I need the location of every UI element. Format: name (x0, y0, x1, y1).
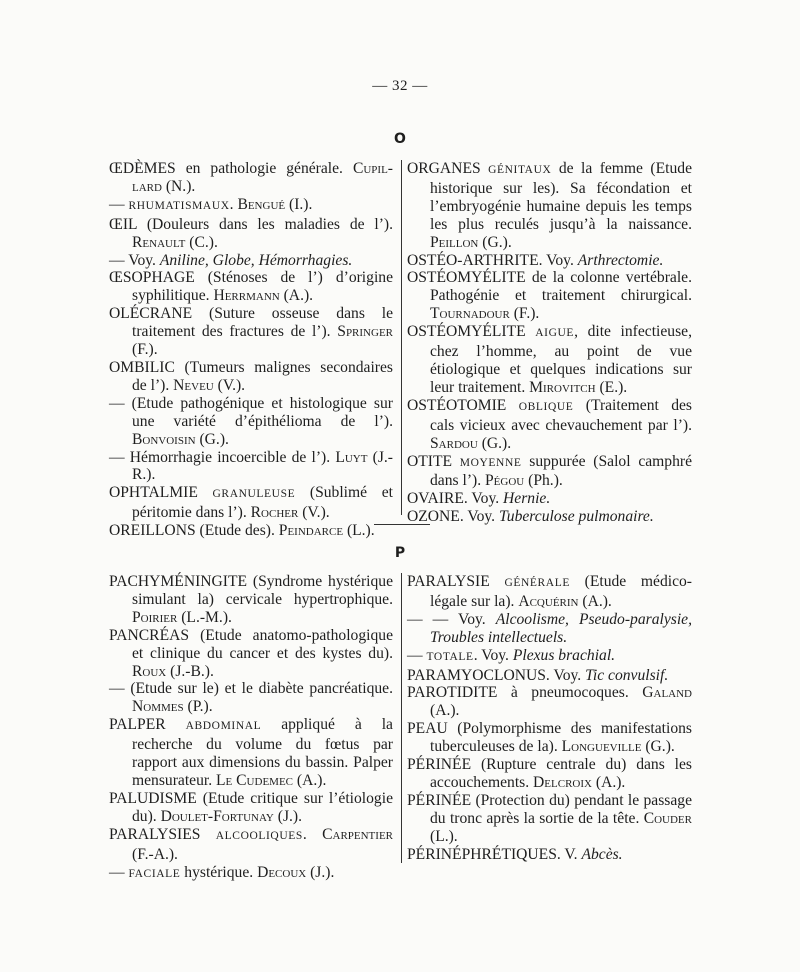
entry-text: (F.). (132, 341, 158, 359)
cross-reference: Aniline, Globe, Hémorrhagies. (159, 251, 353, 269)
index-entry (407, 647, 692, 667)
author-name: GÉNÉRALE (504, 577, 570, 589)
author-name: Tournadour (430, 305, 510, 323)
entry-text: PANCRÉAS (Etude anatomo-pathologique et clinique du cancer et des kystes du). (109, 626, 393, 662)
index-entry (109, 484, 393, 522)
index-entry (109, 627, 393, 681)
entry-text: OSTÉO-ARTHRITE. Voy. (407, 251, 578, 269)
author-name: Decoux (257, 863, 307, 881)
section-separator (374, 524, 430, 525)
author-name: ABDOMINAL (185, 720, 262, 733)
entry-text: PARAMYOCLONUS. Voy. (407, 666, 586, 684)
entry-text: PÉRINÉE (Rupture centrale du) dans les accouchements. (407, 756, 692, 791)
index-entry (407, 684, 692, 720)
index-entry (109, 395, 393, 449)
entry-text: (G.). (641, 738, 675, 756)
entry-text: PEAU (Polymorphisme des manifestations tuberculeuses de la). (407, 720, 692, 756)
entry-text: OTITE (407, 452, 460, 470)
author-name: Springer (337, 323, 393, 341)
author-name: Longueville (561, 738, 642, 756)
author-name: Le Cudemec (216, 771, 294, 789)
entry-text: — Voy. (109, 251, 160, 269)
author-name: Nommes (132, 698, 184, 716)
entry-text: (Etude médico-légale sur la). (430, 573, 692, 610)
entry-text: — — Voy. (407, 610, 496, 628)
index-entry (407, 160, 692, 252)
entry-text: (C.). (185, 233, 218, 251)
index-entry (407, 323, 692, 397)
entry-text: (I.). (285, 195, 313, 213)
entry-text: ŒIL (Douleurs dans les maladies de l’). (109, 215, 393, 233)
index-entry (109, 252, 393, 270)
index-entry (109, 216, 393, 252)
author-name: Delcroix (533, 773, 592, 791)
entry-text: de la femme (Etude historique sur les). Sa fécondation et l’embryogénie humaine depuis les temps les plus reculés jusqu’à la naissance. (430, 160, 692, 233)
entry-text: (G.). (195, 430, 229, 448)
index-entry (109, 522, 393, 540)
entry-text: PACHYMÉNINGITE (Syndrome hystérique simulant la) cervicale hypertrophique. (109, 573, 393, 608)
index-entry (109, 864, 393, 884)
author-name: RHUMATISMAUX (128, 199, 230, 212)
index-entry (109, 160, 393, 196)
entry-text: (V.). (298, 504, 330, 522)
entry-text: (A.). (279, 287, 314, 305)
author-name: Carpentier (322, 825, 393, 843)
cross-reference: Tuberculose pulmonaire. (498, 508, 654, 526)
entry-text: (Sublimé et péritomie dans l’). (132, 484, 393, 522)
index-entry (109, 449, 393, 485)
author-name: Sardou (430, 434, 478, 452)
author-name: GÉNITAUX (488, 164, 552, 176)
entry-text: (J.-R.). (132, 448, 393, 484)
author-name: Poirier (132, 608, 178, 626)
author-name: Renault (132, 233, 186, 251)
index-entry (109, 826, 393, 864)
entry-text: OLÉCRANE (Suture osseuse dans le traitement des fractures de l’). (109, 305, 393, 341)
index-entry (407, 508, 692, 526)
author-name: Acquérin (518, 592, 579, 610)
author-name: Bengué (237, 195, 286, 213)
index-entry (407, 397, 692, 453)
index-entry (109, 305, 393, 359)
entry-text: (G.). (477, 434, 512, 452)
page-number: — 32 — (372, 78, 428, 94)
author-name: Luyt (335, 448, 368, 466)
cross-reference: Abcès. (581, 845, 623, 863)
entry-text: . (229, 195, 238, 213)
entry-text: (L.). (343, 522, 375, 540)
entry-text: (J.). (306, 863, 335, 881)
author-name: Peindarce (278, 522, 344, 540)
entry-text: (Traitement des cals vicieux avec chevauchement par l’). (430, 396, 692, 434)
entry-text: (E.). (595, 378, 628, 396)
index-entry (407, 453, 692, 491)
column-divider (401, 160, 402, 515)
section-letter-o: O (394, 131, 406, 147)
entry-text: , dite infectieuse, chez l’homme, au point de vue étiologique et quelques indications sur leur traitement. (430, 323, 692, 396)
author-name: Galand (642, 684, 692, 702)
author-name: Doulet-Fortunay (160, 807, 274, 825)
cross-reference: Arthrectomie. (577, 251, 664, 269)
section-o-right-column (407, 160, 692, 526)
entry-text: — (407, 646, 427, 664)
author-name: Bonvoisin (132, 430, 196, 448)
cross-reference: Tic convulsif. (585, 666, 669, 684)
entry-text: (F.). (509, 305, 540, 323)
section-p-right-column (407, 573, 692, 864)
index-entry (407, 720, 692, 756)
section-letter-p: P (394, 545, 406, 561)
entry-text: — (109, 863, 129, 881)
index-entry (109, 359, 393, 395)
index-entry (407, 792, 692, 846)
author-name: Peillon (430, 233, 479, 251)
entry-text: OZONE. Voy. (407, 508, 499, 526)
cross-reference: Alcoolisme, Pseudo-paralysie, Troubles intellectuels. (430, 610, 692, 646)
index-entry (109, 573, 393, 627)
entry-text: — (109, 195, 129, 213)
author-name: GRANULEUSE (212, 488, 296, 501)
entry-text: (Ph.). (524, 472, 563, 490)
entry-text: (A.). (293, 771, 327, 789)
entry-text: (V.). (213, 376, 246, 394)
entry-text: PARALYSIE (407, 573, 505, 590)
entry-text: ŒDÈMES en pathologie générale. (109, 160, 353, 177)
entry-text: (G.). (478, 233, 512, 251)
section-o-left-column (109, 160, 393, 540)
cross-reference: Hernie. (503, 490, 551, 508)
entry-text: hystérique. (180, 863, 258, 881)
index-entry (407, 573, 692, 611)
index-entry (109, 790, 393, 826)
author-name: Cupil-lard (132, 160, 393, 195)
index-entry (407, 846, 692, 864)
entry-text: OMBILIC (Tumeurs malignes secondaires de l’). (109, 358, 393, 394)
author-name: AIGUE (535, 327, 575, 340)
entry-text: OVAIRE. Voy. (407, 490, 504, 508)
author-name: Herrmann (213, 287, 280, 305)
entry-text: (J.). (273, 807, 303, 825)
entry-text: . (302, 825, 323, 843)
entry-text: PARALYSIES (109, 825, 216, 843)
cross-reference: Plexus brachial. (512, 646, 616, 664)
entry-text: (F.-A.). (132, 845, 178, 863)
author-name: FACIALE (128, 867, 181, 880)
index-entry (407, 269, 692, 323)
entry-text: PÉRINÉE (Protection du) pendant le passage du tronc après la sortie de la tête. (407, 791, 692, 827)
entry-text: PAROTIDITE à pneumocoques. (407, 684, 643, 702)
entry-text: suppurée (Salol camphré dans l’). (430, 452, 692, 490)
index-entry (407, 756, 692, 792)
entry-text: (A.). (430, 702, 460, 720)
index-entry (407, 252, 692, 270)
entry-text: PALPER (109, 716, 186, 734)
author-name: Mirovitch (529, 378, 596, 396)
entry-text: OSTÉOMYÉLITE de la colonne vertébrale. Pathogénie et traitement chirurgical. (407, 269, 692, 305)
entry-text: (A.). (578, 592, 612, 610)
entry-text: OSTÉOTOMIE (407, 396, 519, 414)
entry-text: (P.). (183, 698, 213, 716)
entry-text: ŒSOPHAGE (Sténoses de l’) d’origine syphilitique. (109, 269, 393, 305)
entry-text: (L.). (430, 827, 458, 845)
index-entry (407, 611, 692, 647)
author-name: Pégou (485, 472, 525, 490)
entry-text: — (Etude pathogénique et histologique sur une variété d’épithélioma de l’). (109, 394, 393, 430)
entry-text: (J.-B.). (166, 662, 214, 680)
entry-text: — (Etude sur le) et le diabète pancréatique. (109, 680, 393, 698)
entry-text: appliqué à la recherche du volume du fœtus par rapport aux dimensions du bassin. Palper mensurateur. (132, 716, 393, 789)
author-name: ALCOOLIQUES (215, 829, 303, 842)
index-entry (109, 196, 393, 216)
index-entry (407, 667, 692, 685)
index-entry (407, 490, 692, 508)
author-name: Neveu (173, 376, 214, 394)
column-divider (401, 573, 402, 863)
entry-text: OPHTALMIE (109, 484, 213, 502)
author-name: Rocher (250, 504, 299, 522)
entry-text: (A.). (591, 773, 626, 791)
entry-text: . Voy. (473, 646, 513, 664)
author-name: Couder (643, 809, 692, 827)
entry-text: (N.). (161, 177, 196, 195)
author-name: Roux (132, 662, 167, 680)
index-entry (109, 716, 393, 790)
entry-text: PÉRINÉPHRÉTIQUES. V. (407, 845, 582, 863)
entry-text: ORGANES (407, 160, 489, 177)
section-p-left-column (109, 573, 393, 883)
entry-text: PALUDISME (Etude critique sur l’étiologie du). (109, 789, 393, 825)
entry-text: OREILLONS (Etude des). (109, 522, 279, 540)
author-name: TOTALE (426, 650, 474, 663)
entry-text: (L.-M.). (177, 608, 232, 626)
index-entry (109, 680, 393, 716)
index-entry (109, 269, 393, 305)
author-name: OBLIQUE (518, 400, 574, 413)
author-name: MOYENNE (459, 456, 522, 469)
entry-text: OSTÉOMYÉLITE (407, 323, 536, 341)
entry-text: — Hémorrhagie incoercible de l’). (109, 448, 336, 466)
